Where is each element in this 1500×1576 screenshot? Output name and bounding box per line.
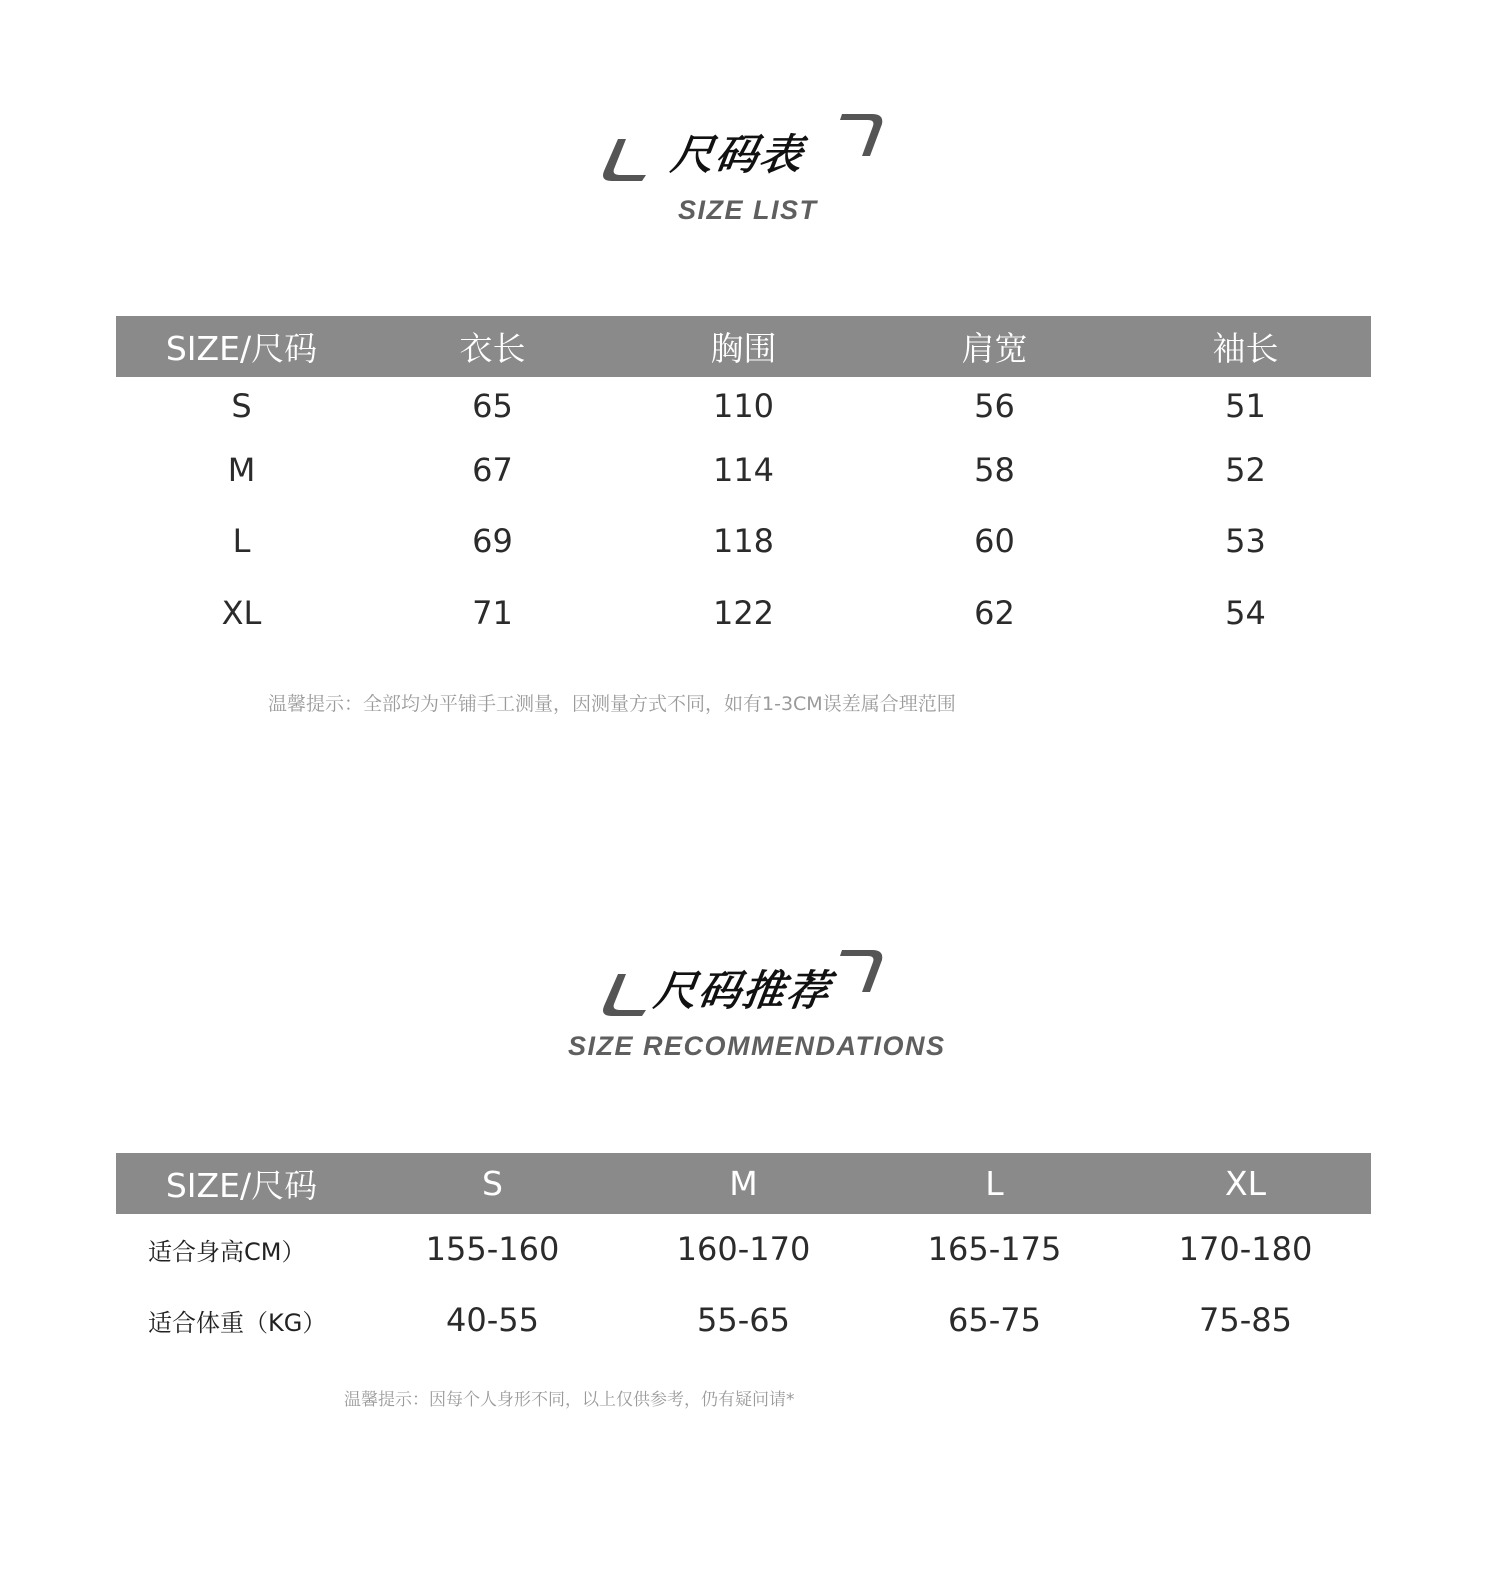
header-size: SIZE/尺码 bbox=[165, 1166, 318, 1205]
size-recommendations-table bbox=[116, 1153, 1371, 1356]
left-bracket-decoration bbox=[600, 970, 650, 1018]
right-bracket-decoration bbox=[838, 948, 886, 994]
size-recommendations-header-row bbox=[116, 1153, 1371, 1214]
table-row bbox=[116, 377, 1371, 435]
table-row bbox=[116, 1284, 1371, 1356]
cell-weight-l: 65-75 bbox=[948, 1301, 1041, 1339]
cell-height-m: 160-170 bbox=[676, 1230, 811, 1268]
cell-sleeve: 54 bbox=[1225, 594, 1266, 632]
table-row bbox=[116, 435, 1371, 505]
cell-chest: 118 bbox=[712, 522, 775, 560]
cell-length: 67 bbox=[472, 451, 513, 489]
header-m: M bbox=[729, 1164, 758, 1203]
size-recommendations-title-cn: 尺码推荐 bbox=[651, 966, 835, 1015]
row-label-height: 适合身高CM） bbox=[148, 1237, 306, 1266]
cell-length: 69 bbox=[472, 522, 513, 560]
table-row bbox=[116, 577, 1371, 649]
cell-weight-s: 40-55 bbox=[446, 1301, 539, 1339]
row-label-weight: 适合体重（KG） bbox=[148, 1308, 327, 1337]
cell-sleeve: 52 bbox=[1225, 451, 1266, 489]
size-recommendations-title-en: SIZE RECOMMENDATIONS bbox=[568, 1031, 946, 1061]
cell-chest: 110 bbox=[712, 387, 775, 425]
size-list-title-en: SIZE LIST bbox=[678, 195, 818, 225]
size-list-header-row bbox=[116, 316, 1371, 377]
cell-sleeve: 51 bbox=[1225, 387, 1266, 425]
cell-length: 65 bbox=[472, 387, 513, 425]
table-row bbox=[116, 1214, 1371, 1284]
cell-height-l: 165-175 bbox=[927, 1230, 1062, 1268]
header-sleeve: 袖长 bbox=[1212, 329, 1279, 368]
cell-sleeve: 53 bbox=[1225, 522, 1266, 560]
size-list-note: 温馨提示：全部均为平铺手工测量，因测量方式不同，如有1-3CM误差属合理范围 bbox=[268, 693, 956, 715]
header-shoulder: 肩宽 bbox=[961, 329, 1028, 368]
cell-shoulder: 56 bbox=[974, 387, 1015, 425]
right-bracket-decoration bbox=[838, 112, 886, 158]
header-l: L bbox=[985, 1164, 1004, 1203]
size-list-table bbox=[116, 316, 1371, 649]
cell-chest: 122 bbox=[712, 594, 775, 632]
header-size: SIZE/尺码 bbox=[165, 329, 318, 368]
header-chest: 胸围 bbox=[710, 329, 777, 368]
cell-size: S bbox=[231, 387, 252, 425]
cell-weight-xl: 75-85 bbox=[1199, 1301, 1292, 1339]
cell-weight-m: 55-65 bbox=[697, 1301, 790, 1339]
cell-shoulder: 58 bbox=[974, 451, 1015, 489]
cell-height-s: 155-160 bbox=[425, 1230, 560, 1268]
header-xl: XL bbox=[1225, 1164, 1266, 1203]
cell-shoulder: 62 bbox=[974, 594, 1015, 632]
size-recommendations-note: 温馨提示：因每个人身形不同，以上仅供参考，仍有疑问请* bbox=[344, 1390, 795, 1410]
cell-size: M bbox=[227, 451, 256, 489]
cell-shoulder: 60 bbox=[974, 522, 1015, 560]
cell-size: L bbox=[232, 522, 251, 560]
table-row bbox=[116, 505, 1371, 577]
header-s: S bbox=[482, 1164, 503, 1203]
size-list-title-cn: 尺码表 bbox=[668, 130, 808, 179]
left-bracket-decoration bbox=[600, 135, 650, 183]
cell-size: XL bbox=[221, 594, 262, 632]
cell-chest: 114 bbox=[712, 451, 775, 489]
cell-length: 71 bbox=[472, 594, 513, 632]
cell-height-xl: 170-180 bbox=[1178, 1230, 1313, 1268]
header-length: 衣长 bbox=[459, 329, 526, 368]
